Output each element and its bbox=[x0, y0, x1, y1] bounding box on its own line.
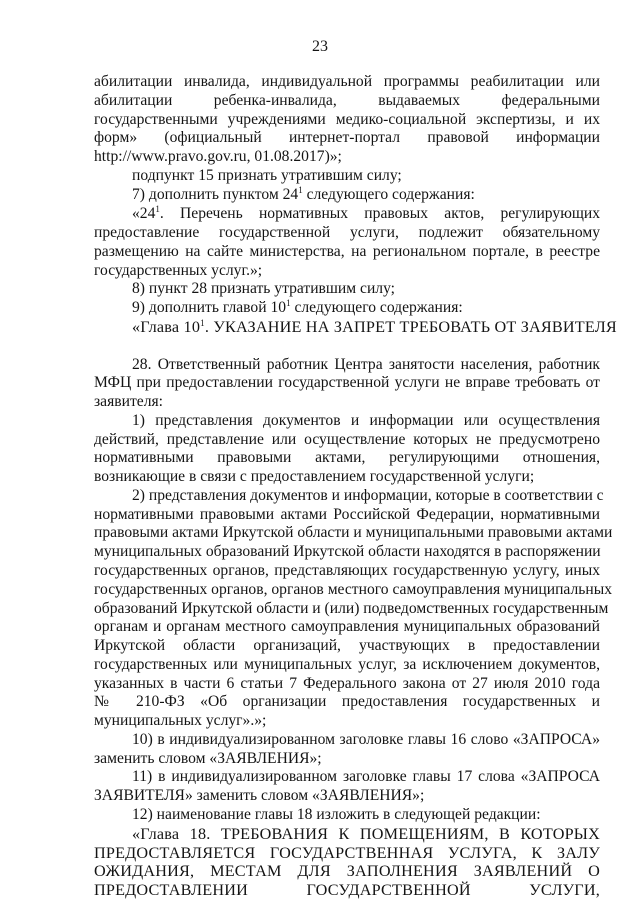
text-line: подпункт 15 признать утратившим силу; bbox=[132, 166, 402, 184]
text-line: предоставление государственной услуги, подлежит обязательному bbox=[94, 224, 600, 242]
text-line: образований Иркутской области и (или) подведомственных государственным bbox=[94, 599, 609, 617]
text-line: заявителя: bbox=[94, 393, 163, 410]
text-line: «$24^1$. Перечень нормативных правовых актов, регулирующих bbox=[132, 204, 600, 223]
text-line: 8) пункт 28 признать утратившим силу; bbox=[132, 280, 396, 298]
text-line: 9) дополнить главой $10^1$ следующего содержания: bbox=[132, 298, 463, 317]
text-line: органам и органам местного самоуправления муниципальных образований bbox=[94, 618, 600, 636]
text-line: действий, представление или осуществление которых не предусмотрено bbox=[94, 430, 600, 448]
text-line: 7) дополнить пунктом $24^1$ следующего содержания: bbox=[132, 184, 475, 203]
text-line: форм» (официальный интернет-портал правовой информации bbox=[94, 129, 600, 147]
text-line: муниципальных образований Иркутской области находятся в распоряжении bbox=[94, 543, 601, 561]
text-line: ЗАЯВИТЕЛЯ» заменить словом «ЗАЯВЛЕНИЯ»; bbox=[94, 787, 425, 805]
text-line: абилитации инвалида, индивидуальной программы реабилитации или bbox=[94, 73, 600, 90]
text-line: заменить словом «ЗАЯВЛЕНИЯ»; bbox=[94, 749, 322, 767]
text-line: 11) в индивидуализированном заголовке главы 17 слова «ЗАПРОСА bbox=[132, 768, 600, 786]
chapter-heading: ПРЕДОСТАВЛЕНИИ ГОСУДАРСТВЕННОЙ УСЛУГИ, bbox=[94, 881, 600, 899]
text-line: государственными учреждениями медико-социальной экспертизы, и их bbox=[94, 110, 600, 128]
text-line: 12) наименование главы 18 изложить в следующей редакции: bbox=[132, 805, 541, 823]
text-line: правовыми актами Иркутской области и муниципальными правовыми актами bbox=[94, 524, 613, 542]
text-line: государственных услуг.»; bbox=[94, 261, 263, 279]
text-line: нормативными правовыми актами, регулирующими отношения, bbox=[94, 449, 600, 467]
chapter-heading: «Глава 18. ТРЕБОВАНИЯ К ПОМЕЩЕНИЯМ, В КОТОРЫХ bbox=[132, 824, 600, 843]
text-line: муниципальных услуг».»; bbox=[94, 712, 267, 730]
text-line: нормативными правовыми актами Российской Федерации, нормативными bbox=[94, 505, 600, 523]
text-line: абилитации ребенка-инвалида, выдаваемых федеральными bbox=[94, 91, 600, 109]
chapter-heading: «Глава $10^1$. УКАЗАНИЕ НА ЗАПРЕТ ТРЕБОВАТЬ ОТ ЗАЯВИТЕЛЯ bbox=[132, 317, 617, 336]
text-line: Иркутской области организаций, участвующих в предоставлении bbox=[94, 637, 600, 654]
text-line: 1) представления документов и информации или осуществления bbox=[132, 411, 600, 429]
text-line: http://www.pravo.gov.ru, 01.08.2017)»; bbox=[94, 148, 342, 166]
text-line: государственных или муниципальных услуг, за исключением документов, bbox=[94, 655, 600, 673]
chapter-heading: ОЖИДАНИЯ, МЕСТАМ ДЛЯ ЗАПОЛНЕНИЯ ЗАЯВЛЕНИЙ О bbox=[94, 862, 600, 881]
text-line: № 210-ФЗ «Об организации предоставления государственных и bbox=[94, 693, 600, 711]
text-line: возникающие в связи с предоставлением государственной услуги; bbox=[94, 468, 535, 486]
text-line: 2) представления документов и информации, которые в соответствии с bbox=[132, 486, 604, 504]
chapter-heading: ПРЕДОСТАВЛЯЕТСЯ ГОСУДАРСТВЕННАЯ УСЛУГА, К ЗАЛУ bbox=[94, 843, 600, 862]
text-line: государственных органов, представляющих государственную услугу, иных bbox=[94, 561, 600, 579]
text-line: МФЦ при предоставлении государственной услуги не вправе требовать от bbox=[94, 374, 600, 392]
text-line: 10) в индивидуализированном заголовке главы 16 слово «ЗАПРОСА» bbox=[132, 730, 600, 748]
text-line: государственных органов, органов местного самоуправления муниципальных bbox=[94, 580, 612, 598]
text-line: указанных в части 6 статьи 7 Федерального закона от 27 июля 2010 года bbox=[94, 674, 600, 692]
text-line: размещению на сайте министерства, на региональном портале, в реестре bbox=[94, 242, 600, 260]
page-number: 23 bbox=[312, 38, 328, 55]
text-line: 28. Ответственный работник Центра занятости населения, работник bbox=[132, 355, 600, 373]
